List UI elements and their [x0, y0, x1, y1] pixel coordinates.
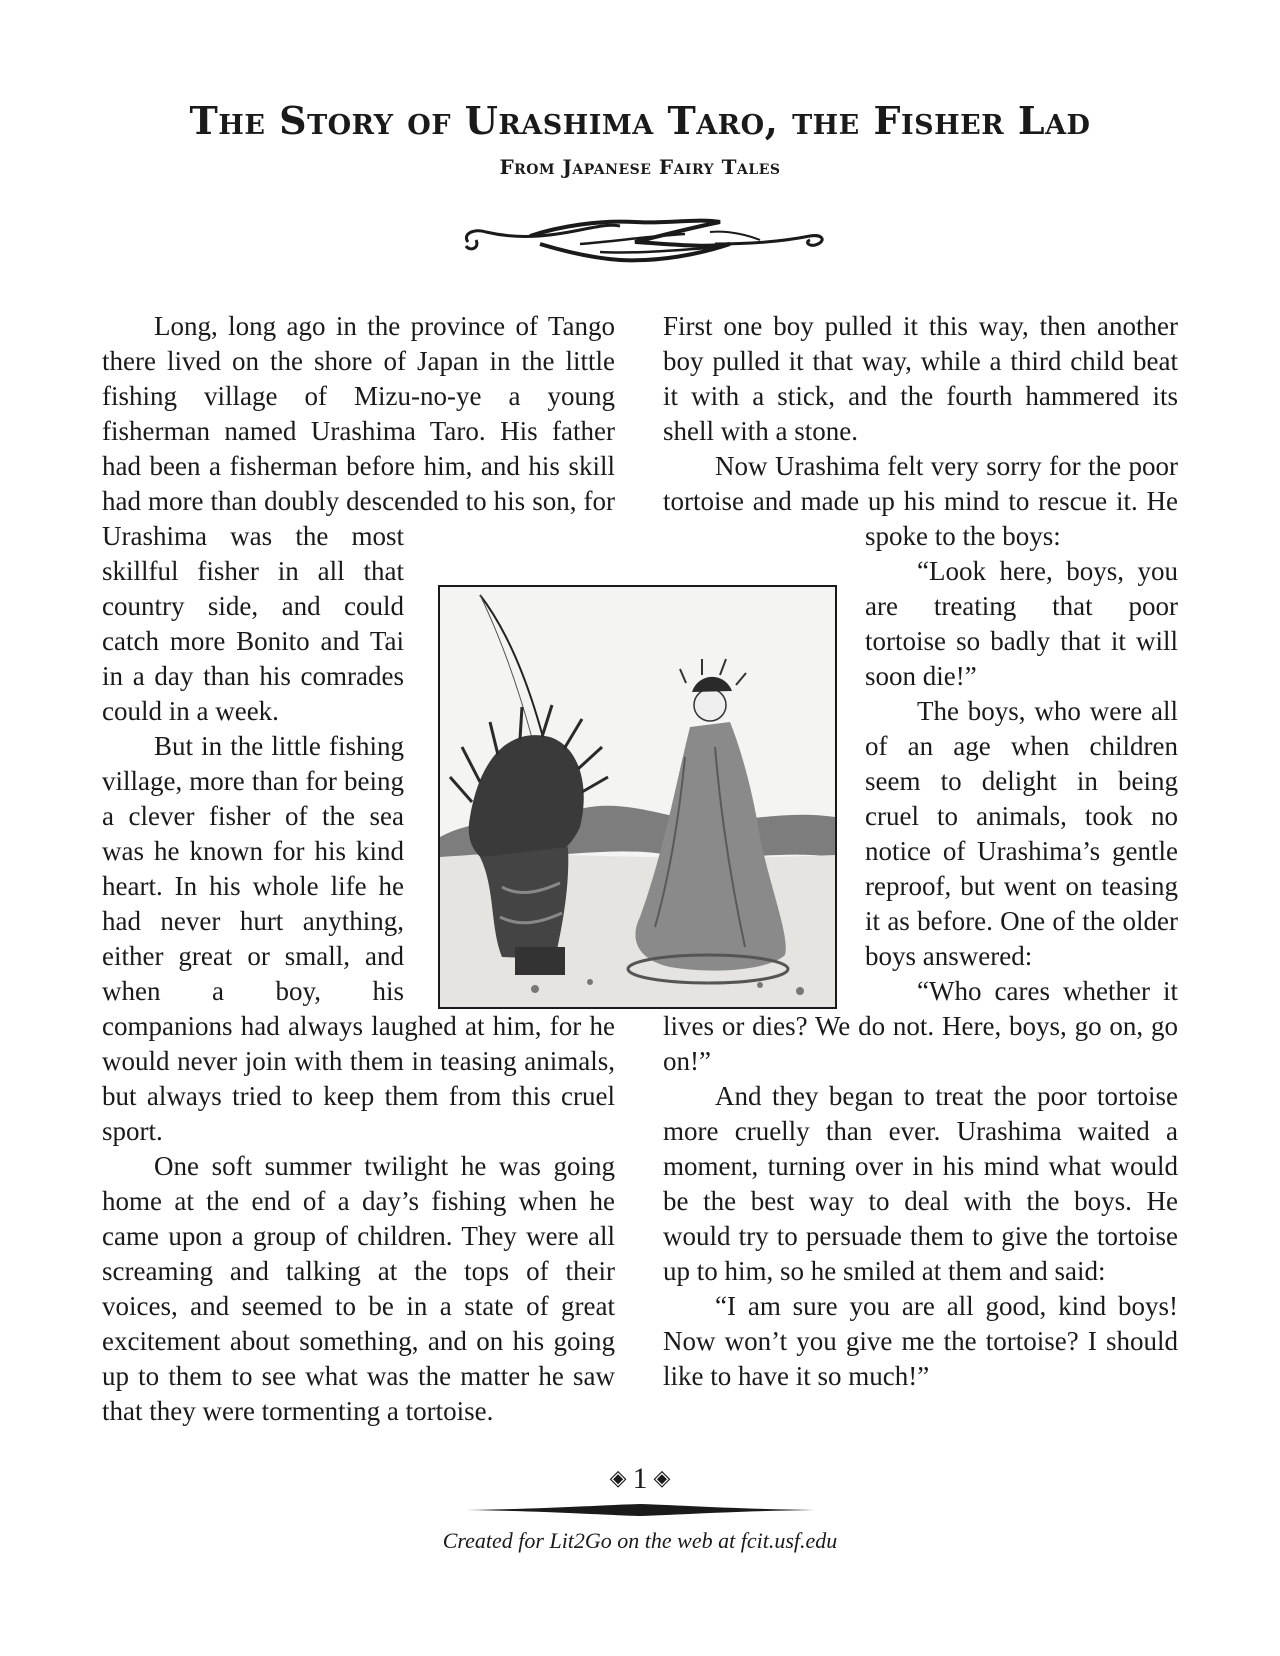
page-number-value: 1 — [632, 1462, 648, 1495]
paragraph: One soft summer twilight he was going home at the end of a day’s fishing when he came upon a group of children. They were all screaming and talking at the tops of their voices, and seemed to be in a state of great excitement about something, and on his going up to them to see what was the matter he saw that they were tormenting a tortoise. — [102, 1151, 615, 1426]
paragraph: But in the little fishing village, more than for being a clever fisher of the sea was he known for his kind heart. In his whole life he had never hurt anything, either great or small, and when a boy, his companions had always laughed at him, for he would never join with them in teasing animals, but always tried to keep them from this cruel sport. — [102, 731, 615, 1146]
paragraph: “I am sure you are all good, kind boys! Now won’t you give me the tortoise? I should like to have it so much!” — [663, 1291, 1178, 1391]
paragraph: The boys, who were all of an age when children seem to delight in being cruel to animals, took no notice of Urashima’s gentle reproof, but went on teasing it as before. One of the older boys answered: — [865, 696, 1178, 971]
footer-rule — [465, 1503, 815, 1517]
paragraph: “Who cares whether it lives or dies? We do not. Here, boys, go on, go on!” — [663, 976, 1178, 1076]
footer-credit: Created for Lit2Go on the web at fcit.usf.edu — [442, 1528, 838, 1553]
paragraph: Long, long ago in the province of Tango there lived on the shore of Japan in the little fishing village of Mizu-no-ye a young fisherman named Urashima Taro. His father had been a fisherman before him, and his skill had more than doubly descended to his son, for Urashima was the most skillful fisher in all that country side, and could catch more Bonito and Tai in a day than his comrades could in a week. — [102, 311, 615, 726]
story-title: The Story of Urashima Taro, the Fisher Lad — [189, 98, 1091, 143]
ornamental-flourish — [460, 214, 830, 270]
story-illustration — [438, 585, 837, 1009]
paragraph: And they began to treat the poor tortoise more cruelly than ever. Urashima waited a moment, turning over in his mind what would be the best way to deal with the boys. He would try to persuade them to give the tortoise up to him, so he smiled at them and said: — [663, 1081, 1178, 1286]
story-subtitle: From Japanese Fairy Tales — [499, 155, 781, 179]
diamond-ornament-icon: ◈ — [609, 1465, 627, 1490]
paragraph: Now Urashima felt very sorry for the poor tortoise and made up his mind to rescue it. He spoke to the boys: — [663, 451, 1178, 551]
page-number — [0, 1464, 1280, 1494]
diamond-ornament-icon: ◈ — [653, 1465, 671, 1490]
paragraph: “Look here, boys, you are treating that poor tortoise so badly that it will soon die!” — [865, 556, 1178, 691]
paragraph: First one boy pulled it this way, then another boy pulled it that way, while a third child beat it with a stick, and the fourth hammered its shell with a stone. — [663, 311, 1178, 446]
